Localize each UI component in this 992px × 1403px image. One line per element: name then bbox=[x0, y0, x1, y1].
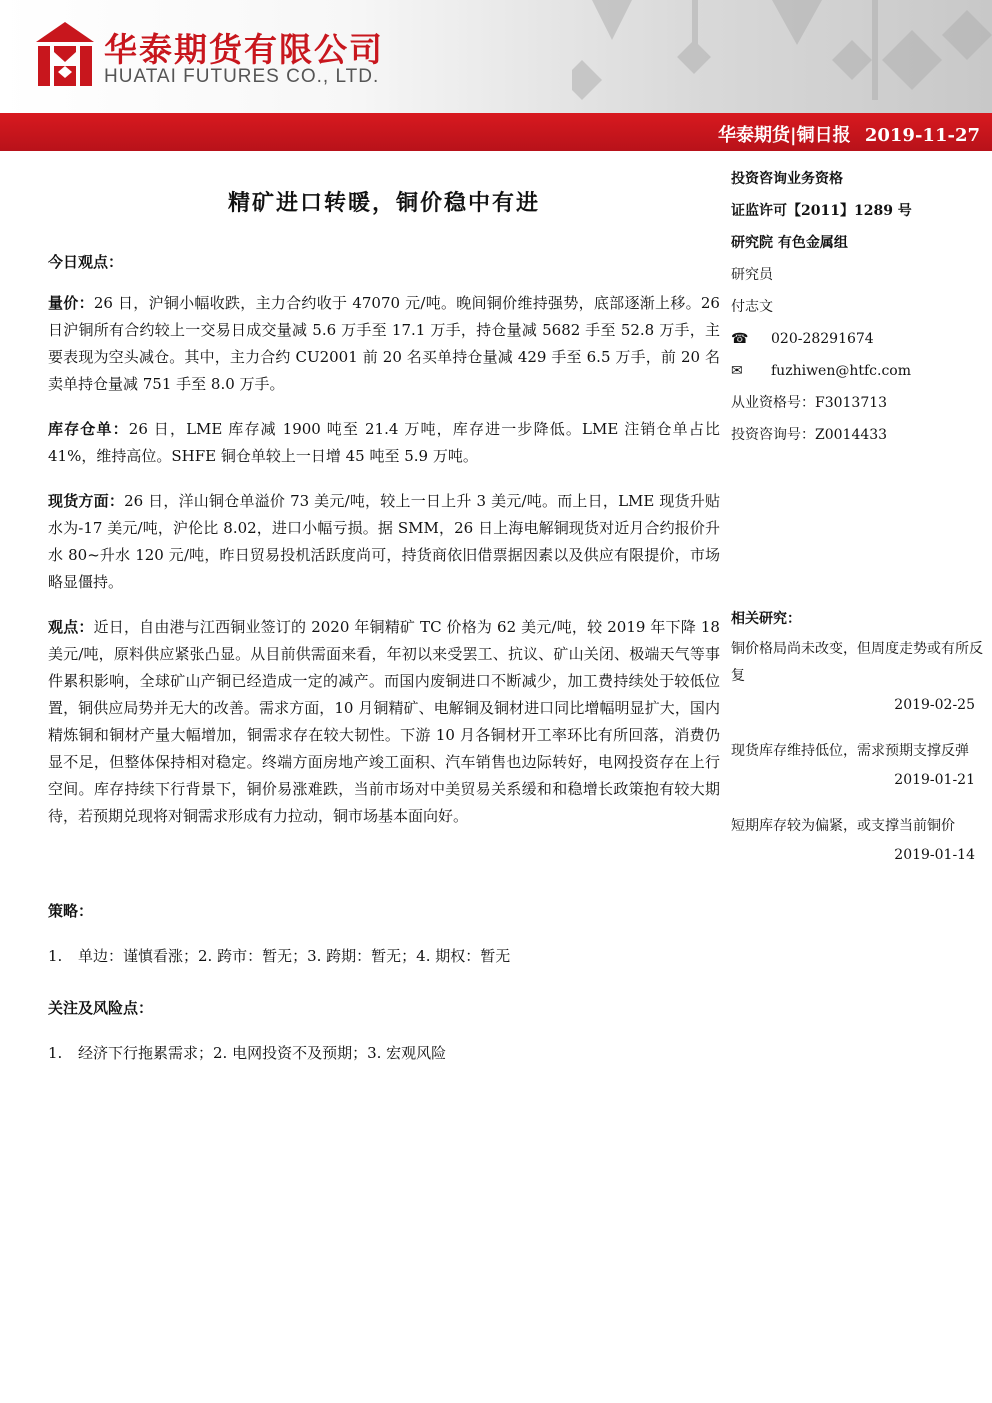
phone-number: 020-28291674 bbox=[771, 331, 874, 347]
department: 研究院 有色金属组 bbox=[731, 235, 848, 251]
company-name-cn: 华泰期货有限公司 bbox=[104, 30, 384, 69]
paragraph-label: 观点： bbox=[48, 618, 94, 636]
company-logo-icon bbox=[36, 22, 94, 88]
risk-heading: 关注及风险点： bbox=[48, 999, 154, 1017]
phone-icon: ☎ bbox=[731, 331, 749, 347]
strategy-text: 单边：谨慎看涨；2. 跨市：暂无；3. 跨期：暂无；4. 期权：暂无 bbox=[78, 947, 511, 965]
strategy-number: 1. bbox=[48, 947, 63, 965]
report-title: 精矿进口转暖，铜价稳中有进 bbox=[227, 190, 540, 216]
license-number: 证监许可【2011】1289 号 bbox=[731, 203, 912, 219]
paragraph-spot bbox=[48, 488, 720, 596]
report-brand: 华泰期货|铜日报 bbox=[718, 125, 851, 146]
analyst-name: 付志文 bbox=[731, 299, 773, 315]
strategy-heading: 策略： bbox=[48, 902, 94, 920]
related-research-title[interactable]: 铜价格局尚未改变，但周度走势或有所反复 bbox=[731, 641, 983, 684]
report-header-bar bbox=[0, 113, 992, 151]
related-research-date: 2019-02-25 bbox=[894, 697, 975, 713]
related-research-date: 2019-01-21 bbox=[894, 772, 975, 788]
paragraph-text: 近日，自由港与江西铜业签订的 2020 年铜精矿 TC 价格为 62 美元/吨，较 2019 年下降 18 美元/吨，原料供应紧张凸显。从目前供需面来看，年初以来受罢工、抗议、矿山关闭、极端天气等事件累积影响，全球矿山产铜已经造成一定的减产。而国内废铜进口不断减少，加工费持续处于较低位置，铜供应局势并无大的改善。需求方面，10 月铜精矿、电解铜及铜材进口同比增幅明显扩大，国内精炼铜和铜材产量大幅增加，铜需求存在较大韧性。下游 10 月各铜材开工率环比有所回落，消费仍显不足，但整体保持相对稳定。终端方面房地产竣工面积、汽车销售也边际转好，电网投资存在上行空间。库存持续下行背景下，铜价易涨难跌，当前市场对中美贸易关系缓和和稳增长政策抱有较大期待，若预期兑现将对铜需求形成有力拉动，铜市场基本面向好。 bbox=[48, 618, 720, 825]
advisory-cert: 投资咨询号：Z0014433 bbox=[731, 427, 888, 443]
paragraph-label: 现货方面： bbox=[48, 492, 125, 510]
practice-cert: 从业资格号：F3013713 bbox=[731, 395, 888, 411]
decorative-pattern bbox=[572, 0, 992, 113]
related-research-title[interactable]: 短期库存较为偏紧，或支撑当前铜价 bbox=[731, 818, 955, 834]
paragraph-text: 26 日，沪铜小幅收跌，主力合约收于 47070 元/吨。晚间铜价维持强势，底部逐渐上移。26 日沪铜所有合约较上一交易日成交量减 5.6 万手至 17.1 万手，持仓量减 5682 手至 52.8 万手，主要表现为空头减仓。其中，主力合约 CU2001 前 20 名买单持仓量减 429 手至 6.5 万手，前 20 名卖单持仓量减 751 手至 8.0 万手。 bbox=[48, 294, 720, 393]
paragraph-price-volume bbox=[48, 290, 720, 398]
paragraph-inventory bbox=[48, 416, 720, 470]
risk-text: 经济下行拖累需求；2. 电网投资不及预期；3. 宏观风险 bbox=[78, 1044, 447, 1062]
company-name-en: HUATAI FUTURES CO., LTD. bbox=[104, 66, 380, 87]
report-body bbox=[48, 180, 720, 1094]
today-view-heading: 今日观点： bbox=[48, 253, 124, 271]
email-address[interactable]: fuzhiwen@htfc.com bbox=[771, 363, 912, 379]
paragraph-text: 26 日，LME 库存减 1900 吨至 21.4 万吨，库存进一步降低。LME 注销仓单占比 41%，维持高位。SHFE 铜仓单较上一日增 45 吨至 5.9 万吨。 bbox=[48, 420, 720, 465]
phone-row bbox=[731, 328, 983, 350]
paragraph-label: 库存仓单： bbox=[48, 420, 129, 438]
related-research-date: 2019-01-14 bbox=[894, 847, 975, 863]
email-icon: ✉ bbox=[731, 363, 743, 379]
sidebar bbox=[731, 168, 983, 888]
related-research-heading: 相关研究： bbox=[731, 611, 801, 627]
risk-number: 1. bbox=[48, 1044, 63, 1062]
related-research-title[interactable]: 现货库存维持低位，需求预期支撑反弹 bbox=[731, 743, 969, 759]
email-row bbox=[731, 360, 983, 382]
qualification-title: 投资咨询业务资格 bbox=[731, 171, 843, 187]
strategy-line bbox=[48, 943, 720, 969]
analyst-role: 研究员 bbox=[731, 267, 773, 283]
paragraph-outlook bbox=[48, 614, 720, 830]
risk-line bbox=[48, 1040, 720, 1066]
report-date: 2019-11-27 bbox=[864, 125, 980, 146]
paragraph-text: 26 日，洋山铜仓单溢价 73 美元/吨，较上一日上升 3 美元/吨。而上日，LME 现货升贴水为-17 美元/吨，沪伦比 8.02，进口小幅亏损。据 SMM，26 日上海电解铜现货对近月合约报价升水 80~升水 120 元/吨，昨日贸易投机活跃度尚可，持货商依旧借票据因素以及供应有限提价，市场略显僵持。 bbox=[48, 492, 720, 591]
paragraph-label: 量价： bbox=[48, 294, 94, 312]
